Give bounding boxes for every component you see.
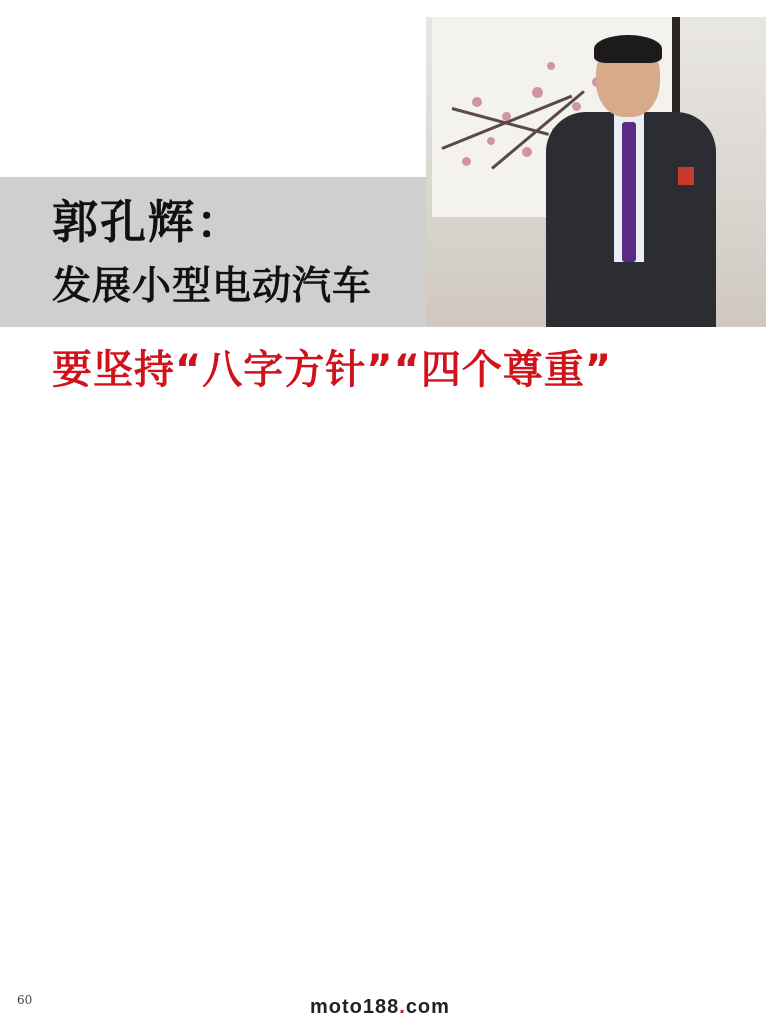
site-name: moto188: [310, 996, 400, 1018]
article-headline: 发展小型电动汽车: [52, 263, 373, 309]
site-footer[interactable]: [310, 996, 450, 1019]
site-dot: .: [399, 996, 406, 1018]
page-number: 60: [17, 993, 33, 1007]
body-column-2: [280, 404, 502, 974]
portrait-photo: [426, 17, 766, 327]
body-column-3: [508, 404, 730, 974]
tie: [622, 122, 636, 262]
article-subtitle: 要坚持“八字方针”“四个尊重”: [52, 347, 613, 393]
article-name: 郭孔辉：: [52, 195, 244, 249]
delegate-badge: [678, 167, 694, 185]
body-column-1: [52, 404, 274, 974]
site-tld: com: [405, 996, 450, 1018]
